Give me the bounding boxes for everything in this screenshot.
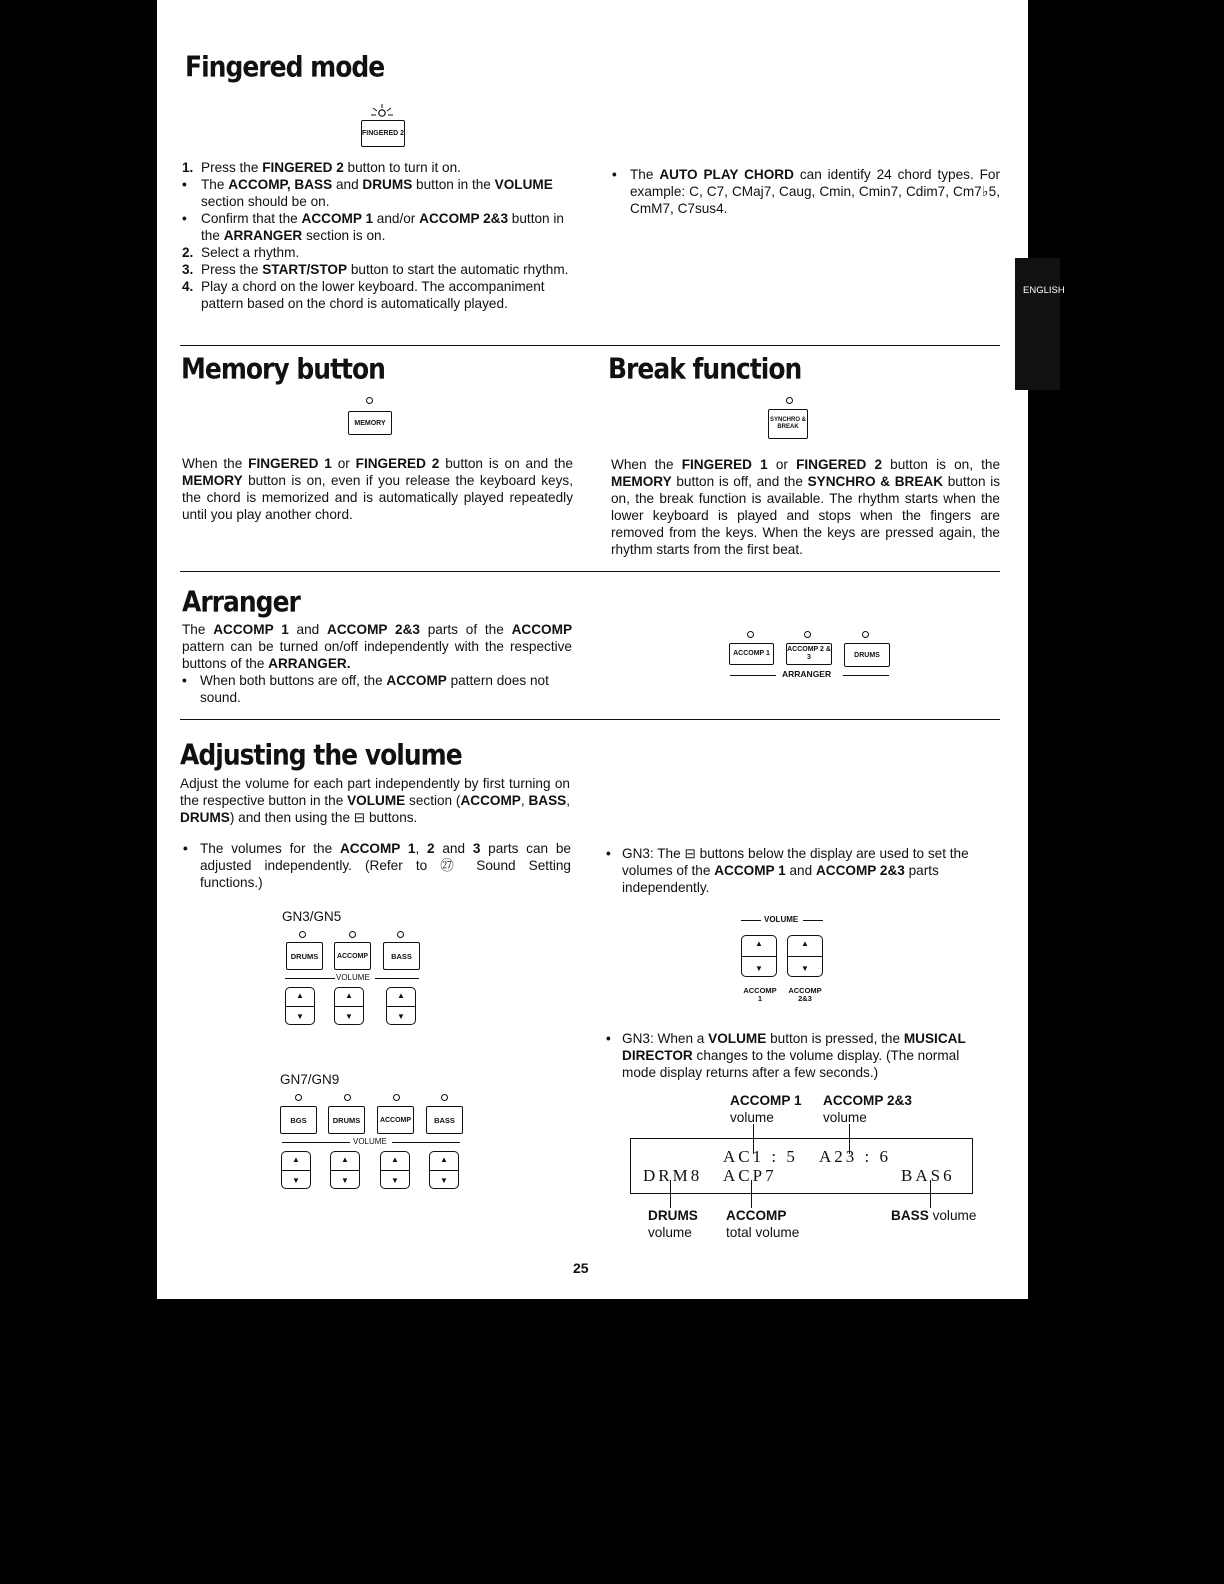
step-item: 3. Press the START/STOP button to start the automatic rhythm. xyxy=(182,262,569,277)
led-indicator xyxy=(441,1094,448,1101)
volume-rocker[interactable]: ▲ ▼ xyxy=(285,987,315,1025)
accomp-1-label: ACCOMP 1 xyxy=(743,986,777,1003)
page-number: 25 xyxy=(573,1260,589,1276)
language-tab xyxy=(1015,258,1065,390)
pointer-line xyxy=(670,1180,671,1208)
fingered-steps xyxy=(182,159,572,312)
led-indicator xyxy=(786,397,793,404)
step-item: • Confirm that the ACCOMP 1 and/or ACCOMP 2&3 button in the ARRANGER section is on. xyxy=(182,211,564,243)
volume-rocker[interactable]: ▲ ▼ xyxy=(429,1151,459,1189)
accomp-button[interactable]: ACCOMP xyxy=(377,1106,414,1134)
drums-volume-label: DRUMS volume xyxy=(648,1208,698,1240)
volume-note-2: • GN3: The ⊟ buttons below the display are used to set the volumes of the ACCOMP 1 and ACCOMP 2&3 parts independently. xyxy=(606,846,969,895)
break-text: When the FINGERED 1 or FINGERED 2 button is on, the MEMORY button is off, and the SYNCHRO & BREAK button is on, the break function is available. The rhythm starts when the lower keyboard is played and stops when the fingers are removed from the keys. When the keys are pressed again, the rhythm starts from the first beat. xyxy=(611,457,1001,557)
pointer-line xyxy=(930,1180,931,1208)
section-line xyxy=(803,920,823,921)
memory-button-title: Memory button xyxy=(181,352,385,386)
led-indicator xyxy=(366,397,373,404)
led-indicator xyxy=(397,931,404,938)
volume-intro: Adjust the volume for each part independently by first turning on the respective button in the VOLUME section (ACCOMP, BASS, DRUMS) and then using the ⊟ buttons. xyxy=(180,776,570,825)
bgs-button[interactable]: BGS xyxy=(280,1106,317,1134)
drums-button[interactable]: DRUMS xyxy=(844,643,890,667)
accomp-2-3-volume-label: ACCOMP 2&3 volume xyxy=(823,1093,912,1125)
volume-section-label: VOLUME xyxy=(764,915,799,924)
memory-button[interactable]: MEMORY xyxy=(348,411,392,435)
bass-button[interactable]: BASS xyxy=(383,942,420,970)
gn3-gn5-label: GN3/GN5 xyxy=(282,909,342,924)
accomp-button[interactable]: ACCOMP xyxy=(334,942,371,970)
memory-text: When the FINGERED 1 or FINGERED 2 button is on and the MEMORY button is on, even if you release the keyboard keys, the chord is memorized and is automatically played repeatedly until you play another chord. xyxy=(182,456,573,522)
volume-rocker[interactable]: ▲ ▼ xyxy=(281,1151,311,1189)
led-indicator xyxy=(299,931,306,938)
bass-volume-label: BASS volume xyxy=(891,1208,977,1223)
synchro-break-button[interactable]: SYNCHRO & BREAK xyxy=(768,409,808,439)
lamp-lit-icon xyxy=(370,103,394,119)
accomp-1-volume-label: ACCOMP 1 volume xyxy=(730,1093,802,1125)
accomp-1-button[interactable]: ACCOMP 1 xyxy=(729,643,774,665)
volume-note-1: • The volumes for the ACCOMP 1, 2 and 3 parts can be adjusted independently. (Refer to ㉗ Sound Setting functions.) xyxy=(183,841,571,890)
divider xyxy=(180,719,1000,720)
volume-section-label: VOLUME xyxy=(336,973,370,982)
volume-section-label: VOLUME xyxy=(353,1137,387,1146)
chord-types-note: • The AUTO PLAY CHORD can identify 24 chord types. For example: C, C7, CMaj7, Caug, Cmin, Cmin7, Cdim7, Cm7♭5, CmM7, C7sus4. xyxy=(612,167,1001,216)
step-item: 4. Play a chord on the lower keyboard. The accompaniment pattern based on the chord is automatically played. xyxy=(182,279,545,311)
accomp-2-3-label: ACCOMP 2&3 xyxy=(788,986,822,1003)
section-line xyxy=(282,1142,350,1143)
volume-display xyxy=(630,1138,973,1194)
display-bas: BAS6 xyxy=(901,1166,955,1185)
pointer-line xyxy=(751,1180,752,1208)
led-indicator xyxy=(862,631,869,638)
led-indicator xyxy=(747,631,754,638)
led-indicator xyxy=(804,631,811,638)
arranger-note: • When both buttons are off, the ACCOMP pattern does not sound. xyxy=(182,673,549,705)
section-line xyxy=(741,920,761,921)
fingered-mode-title: Fingered mode xyxy=(185,50,385,84)
led-indicator xyxy=(393,1094,400,1101)
arranger-text: The ACCOMP 1 and ACCOMP 2&3 parts of the ACCOMP pattern can be turned on/off independently with the respective buttons of the ARRANGER. xyxy=(182,622,573,671)
volume-rocker[interactable]: ▲ ▼ xyxy=(330,1151,360,1189)
led-indicator xyxy=(349,931,356,938)
drums-button[interactable]: DRUMS xyxy=(286,942,323,970)
language-tab-label: ENGLISH xyxy=(1023,285,1065,296)
volume-rocker[interactable]: ▲ ▼ xyxy=(334,987,364,1025)
volume-rocker[interactable]: ▲ ▼ xyxy=(386,987,416,1025)
display-acp: ACP7 xyxy=(723,1166,777,1185)
section-line xyxy=(730,675,776,676)
accomp-1-volume-rocker[interactable]: ▲ ▼ xyxy=(741,935,777,977)
section-line xyxy=(843,675,889,676)
section-line xyxy=(375,978,419,979)
display-drm: DRM8 xyxy=(643,1166,703,1185)
display-a23: A23 : 6 xyxy=(819,1147,891,1166)
gn7-gn9-label: GN7/GN9 xyxy=(280,1072,340,1087)
accomp-total-volume-label: ACCOMP total volume xyxy=(726,1208,800,1240)
bass-button[interactable]: BASS xyxy=(426,1106,463,1134)
accomp-2-3-button[interactable]: ACCOMP 2 & 3 xyxy=(786,643,832,665)
section-line xyxy=(392,1142,460,1143)
divider xyxy=(180,345,1000,346)
fingered-2-button[interactable]: FINGERED 2 xyxy=(361,120,405,147)
adjusting-volume-title: Adjusting the volume xyxy=(180,738,462,772)
arranger-section-label: ARRANGER xyxy=(782,669,832,679)
led-indicator xyxy=(344,1094,351,1101)
volume-note-3: • GN3: When a VOLUME button is pressed, the MUSICAL DIRECTOR changes to the volume display. (The normal mode display returns after a few seconds.) xyxy=(606,1031,966,1080)
step-item: • The ACCOMP, BASS and DRUMS button in the VOLUME section should be on. xyxy=(182,177,553,209)
volume-rocker[interactable]: ▲ ▼ xyxy=(380,1151,410,1189)
display-ac1: AC1 : 5 xyxy=(723,1147,798,1166)
arranger-title: Arranger xyxy=(182,585,300,619)
drums-button[interactable]: DRUMS xyxy=(328,1106,365,1134)
section-line xyxy=(285,978,335,979)
led-indicator xyxy=(295,1094,302,1101)
step-item: 1. Press the FINGERED 2 button to turn it on. xyxy=(182,160,461,175)
accomp-2-3-volume-rocker[interactable]: ▲ ▼ xyxy=(787,935,823,977)
divider xyxy=(180,571,1000,572)
step-item: 2. Select a rhythm. xyxy=(182,245,300,260)
break-function-title: Break function xyxy=(608,352,802,386)
